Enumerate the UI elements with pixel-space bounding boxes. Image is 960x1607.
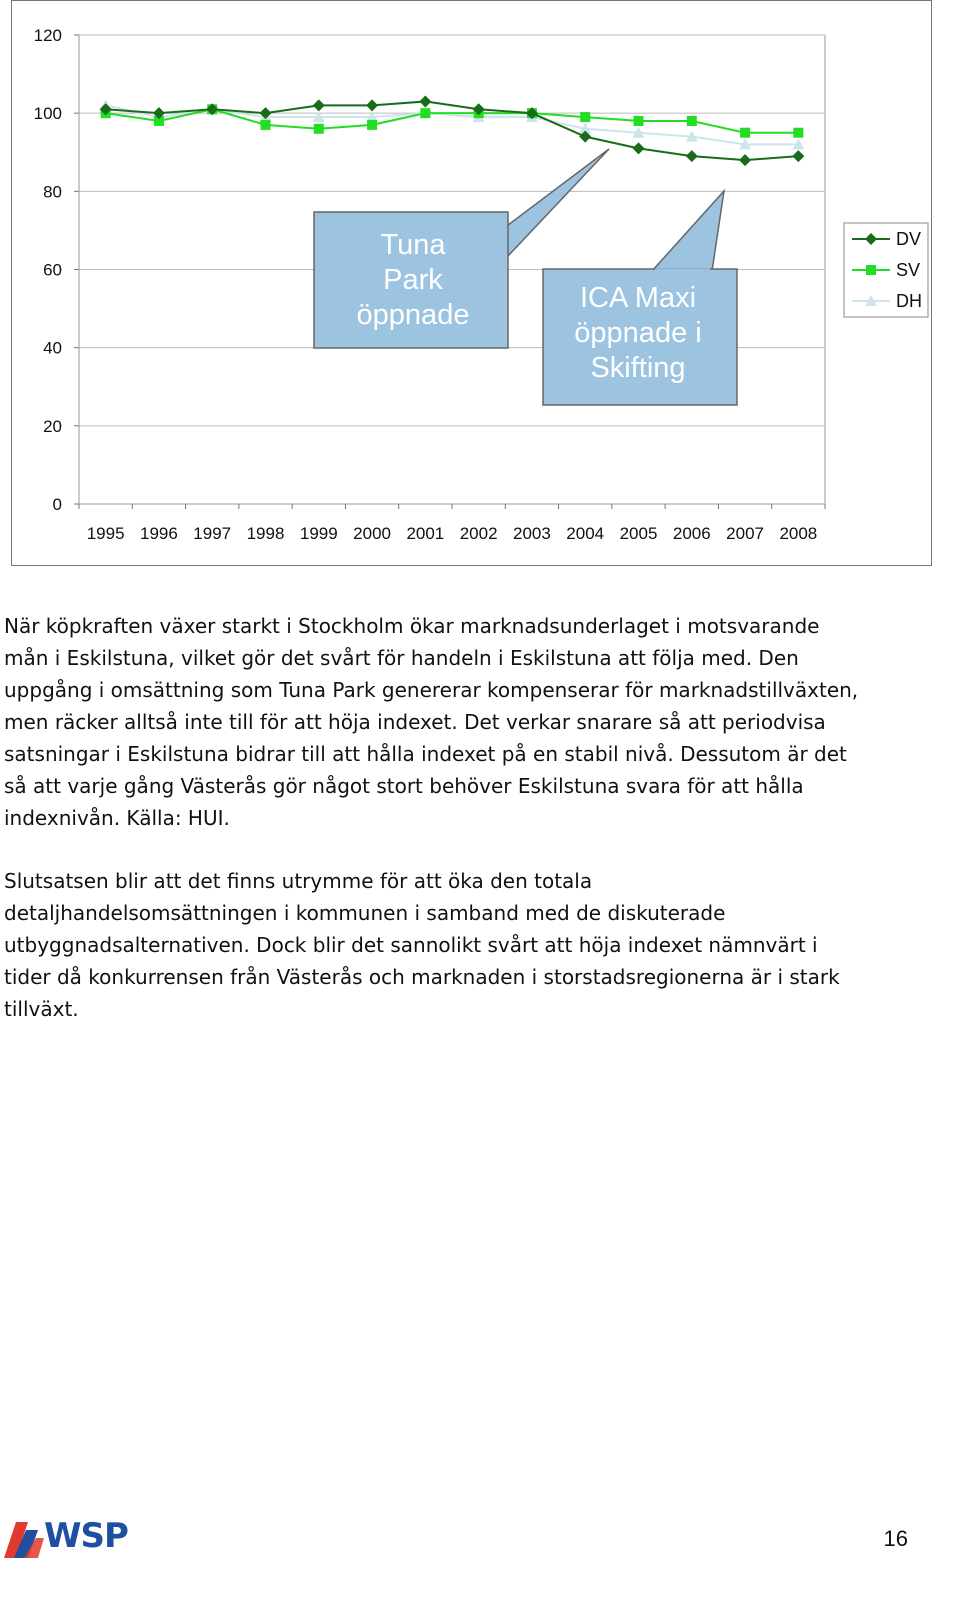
data-point: [793, 128, 803, 138]
data-point: [866, 265, 876, 275]
data-point: [687, 116, 697, 126]
x-tick-label: 2007: [726, 524, 764, 543]
y-tick-label: 0: [52, 495, 62, 514]
line-chart: [12, 1, 933, 567]
callout-text-tuna-park: öppnade: [356, 299, 470, 331]
callout-text-tuna-park: Park: [383, 264, 443, 296]
x-tick-label: 2008: [779, 524, 818, 543]
chart-container: [11, 0, 932, 566]
data-point: [634, 116, 644, 126]
legend-label-sv: SV: [896, 260, 921, 280]
data-point: [314, 124, 324, 134]
x-tick-label: 2004: [566, 524, 605, 543]
y-tick-label: 40: [43, 338, 62, 358]
x-tick-label: 1998: [246, 524, 285, 543]
y-tick-label: 80: [43, 182, 62, 202]
data-point: [420, 108, 430, 118]
x-tick-label: 2002: [459, 524, 498, 543]
callout-text-ica-maxi: öppnade i: [574, 317, 702, 349]
callout-text-ica-maxi: Skifting: [590, 352, 686, 384]
x-tick-label: 2006: [672, 524, 711, 543]
x-tick-label: 2003: [513, 524, 551, 543]
legend-label-dh: DH: [896, 291, 922, 311]
y-tick-label: 20: [43, 416, 62, 436]
x-tick-label: 2001: [406, 524, 445, 543]
body-paragraph-2: Slutsatsen blir att det finns utrymme för att öka den totala detaljhandelsomsättningen i kommunen i samband med de diskuterade utbyggnadsalternativen. Dock blir det sannolikt svårt att höja indexet nämnvärt i tider då konkurrensen från Västerås och marknaden i storstadsregionerna är i stark tillväxt.: [4, 869, 840, 1021]
callout-text-tuna-park: Tuna: [380, 229, 446, 261]
x-tick-label: 1995: [86, 524, 125, 543]
legend-label-dv: DV: [896, 229, 922, 249]
x-tick-label: 2005: [619, 524, 658, 543]
x-tick-label: 1999: [299, 524, 338, 543]
data-point: [261, 120, 271, 130]
x-tick-label: 1997: [193, 524, 232, 543]
data-point: [740, 128, 750, 138]
y-tick-label: 100: [33, 104, 62, 124]
body-paragraph-1: När köpkraften växer starkt i Stockholm ökar marknadsunderlaget i motsvarande mån i Eskilstuna, vilket gör det svårt för handeln i Eskilstuna att följa med. Den uppgång i omsättning som Tuna Park genererar kompenserar för marknadstillväxten, men räcker alltså inte till för att höja indexet. Det verkar snarare så att periodvisa satsningar i Eskilstuna bidrar till att hålla indexet på en stabil nivå. Dessutom är det så att varje gång Västerås gör något stort behöver Eskilstuna svara för att hålla indexnivån. Källa: HUI.: [4, 614, 859, 830]
x-tick-label: 2000: [353, 524, 391, 543]
wsp-logo-text: WSP: [44, 1516, 128, 1556]
y-tick-label: 120: [33, 26, 62, 45]
callout-text-ica-maxi: ICA Maxi: [579, 282, 697, 314]
data-point: [367, 120, 377, 130]
x-tick-label: 1996: [140, 524, 178, 543]
data-point: [580, 112, 590, 122]
page-number: 16: [883, 1526, 908, 1551]
y-tick-label: 60: [43, 260, 62, 280]
